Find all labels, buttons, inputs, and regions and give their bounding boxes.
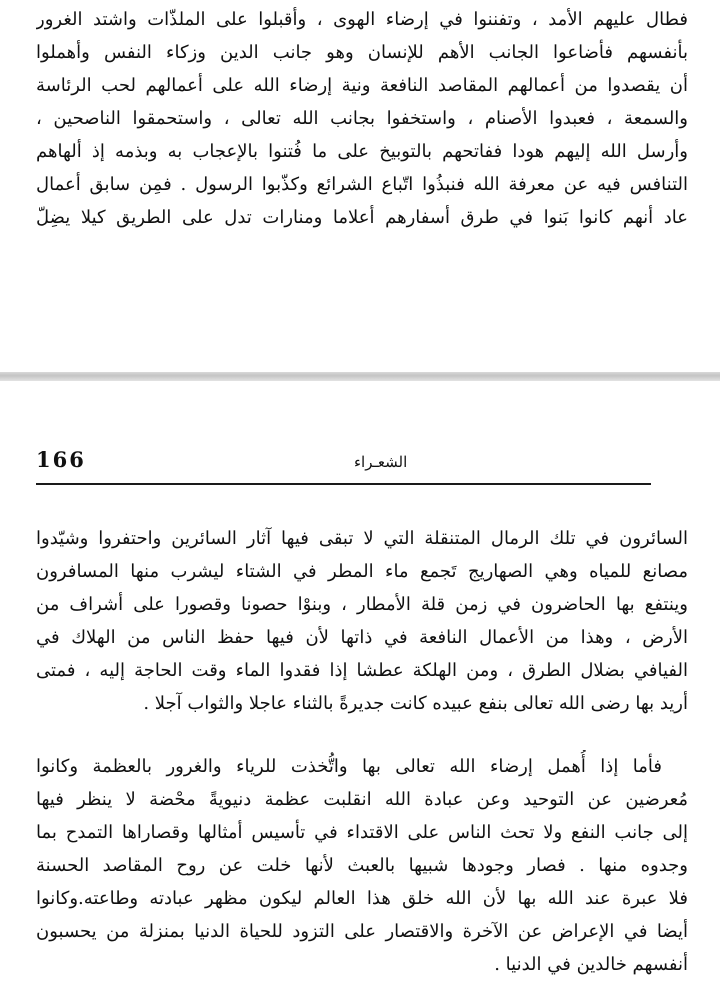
text-line: إلى جانب النفع ولا تحث الناس على الاقتداء في تأسيس أمثالها وقصاراها التمدح بما	[36, 822, 688, 843]
text-line: وأرسل الله إليهم هودا ففاتحهم بالتوبيخ على ما فُتنوا بالإعجاب به وبذمه إذ ألهاهم	[36, 141, 688, 162]
page-number: 166	[36, 447, 86, 472]
chapter-title: الشعـراء	[354, 453, 408, 471]
header-rule	[36, 483, 651, 485]
text-line: أيضا في الإعراض عن الآخرة والاقتصار على التزود للحياة الدنيا بمنزلة من يحسبون	[36, 921, 688, 942]
page-separator	[0, 372, 720, 381]
upper-page-text	[36, 3, 688, 234]
text-line: عاد أنهم كانوا بَنوا في طرق أسفارهم أعلاما ومنارات تدل على الطريق كيلا يضِلّ	[36, 207, 688, 228]
text-line: وينتفع بها الحاضرون في زمن قلة الأمطار ، وبنوْا حصونا وقصورا على أشراف من	[36, 594, 688, 615]
text-line: مصانع للمياه وهي الصهاريج تَجمع ماء المطر في الشتاء ليشرب منها المسافرون	[36, 561, 688, 582]
text-line: التنافس فيه عن معرفة الله فنبذُوا اتّباع الشرائع وكذّبوا الرسول . فمِن سابق أعمال	[36, 174, 688, 195]
paragraph-1	[36, 522, 688, 720]
text-line: والسمعة ، فعبدوا الأصنام ، واستخفوا بجانب الله تعالى ، واستحمقوا الناصحين ،	[36, 108, 688, 129]
text-line: أن يقصدوا من أعمالهم المقاصد النافعة ونية إرضاء الله على أعمالهم لحب الرئاسة	[36, 75, 688, 96]
text-line: الأرض ، وهذا من الأعمال النافعة في ذاتها لأن فيها حفظ الناس من الهلاك في	[36, 627, 688, 648]
text-line: فطال عليهم الأمد ، وتفننوا في إرضاء الهوى ، وأقبلوا على الملذّات واشتد الغرور	[36, 9, 688, 30]
text-line: فأما إذا أُهمل إرضاء الله تعالى بها واتُّخذت للرياء والغرور بالعظمة وكانوا	[36, 756, 662, 777]
text-line: بأنفسهم فأضاعوا الجانب الأهم للإنسان وهو جانب الدين وزكاء النفس وأهملوا	[36, 42, 688, 63]
text-line: أنفسهم خالدين في الدنيا .	[494, 954, 688, 975]
paragraph-2	[36, 750, 688, 981]
text-line: أريد بها رضى الله تعالى بنفع عبيده كانت جديرةً بالثناء عاجلا والثواب آجلا .	[143, 693, 688, 714]
running-head	[36, 447, 648, 481]
text-line: السائرون في تلك الرمال المتنقلة التي لا تبقى فيها آثار السائرين واحتفروا وشيّدوا	[36, 528, 688, 549]
text-line: وجدوه منها . فصار وجودها شبيها بالعبث لأنها خلت عن روح المقاصد الحسنة	[36, 855, 688, 876]
text-line: مُعرضين عن التوحيد وعن عبادة الله انقلبت عظمة دنيويةً محْضة لا ينظر فيها	[36, 789, 688, 810]
text-line: فلا عبرة عند الله بها لأن الله خلق هذا العالم ليكون مظهر عبادته وطاعته.وكانوا	[36, 888, 688, 909]
text-line: الفيافي بضلال الطرق ، ومن الهلكة عطشا إذا فقدوا الماء وقت الحاجة إليه ، فمتى	[36, 660, 688, 681]
